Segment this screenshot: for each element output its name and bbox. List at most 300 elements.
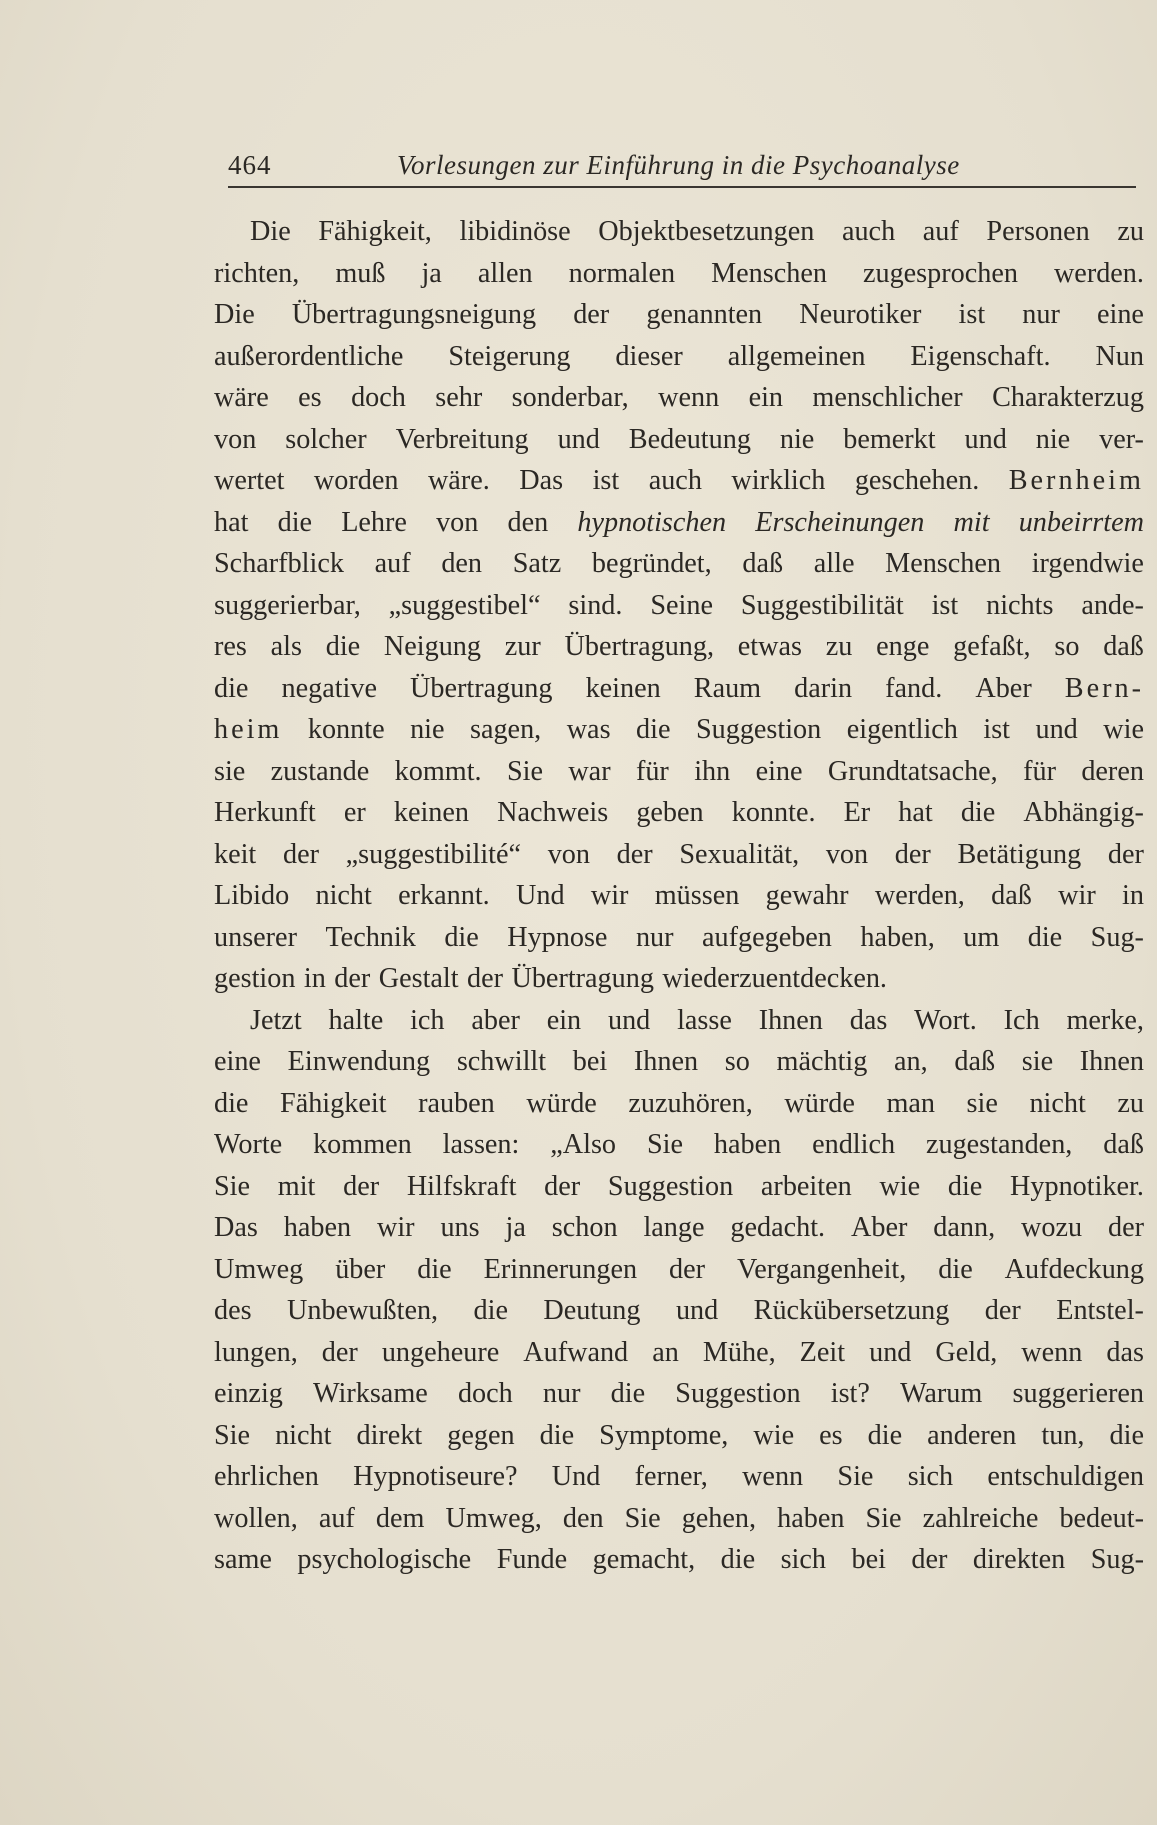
word: wie — [753, 1419, 795, 1451]
word: er — [343, 797, 366, 828]
word: wenn — [742, 1461, 804, 1492]
word: Steigerung — [448, 340, 571, 372]
word: an, — [894, 1046, 928, 1077]
word: merke, — [1066, 1004, 1144, 1036]
word: Das — [519, 465, 564, 496]
word: in — [303, 963, 326, 994]
word: Fähigkeit, — [318, 216, 432, 247]
word: sie — [966, 1087, 998, 1119]
word: auch — [841, 216, 896, 247]
word: gegen — [447, 1419, 515, 1451]
word: wie — [879, 1170, 921, 1202]
word: die — [1109, 1419, 1144, 1451]
word: kommt. — [394, 755, 482, 787]
word: normalen — [568, 257, 676, 289]
word: erkannt. — [398, 880, 490, 911]
word: wir — [1058, 880, 1096, 911]
word: Bern- — [1064, 672, 1144, 704]
word: von — [825, 838, 869, 870]
word: so — [724, 1046, 750, 1077]
word: die — [947, 1170, 983, 1202]
word: war — [568, 755, 611, 787]
word: nicht — [275, 1419, 332, 1451]
word: Eigenschaft. — [910, 340, 1051, 372]
word: lange — [643, 1212, 705, 1243]
word: keit — [214, 838, 257, 870]
word: psychologische — [297, 1544, 472, 1575]
word: wertet — [214, 465, 285, 496]
text-line — [214, 792, 1144, 834]
word: und — [964, 423, 1007, 455]
word: Entstel- — [1056, 1295, 1144, 1326]
word: die — [867, 1419, 903, 1451]
word: der — [282, 838, 319, 870]
word: Sexualität, — [679, 838, 800, 870]
word: gemacht, — [592, 1544, 696, 1575]
word: Aber — [851, 1212, 908, 1243]
word: wiederzuentdecken. — [662, 963, 887, 994]
word: ihn — [694, 755, 731, 787]
text-line — [214, 336, 1144, 378]
word: die — [473, 1295, 508, 1326]
word: mächtig — [776, 1046, 868, 1077]
word: die — [938, 1253, 973, 1285]
word: Raum — [693, 672, 762, 704]
word: ehrlichen — [214, 1461, 319, 1492]
word: der — [616, 838, 653, 870]
text-line — [214, 1498, 1144, 1540]
word: Geld, — [935, 1336, 998, 1368]
word: was — [566, 714, 611, 745]
word: Aber — [975, 672, 1032, 704]
word: res — [214, 631, 247, 662]
word: Sug- — [1090, 921, 1144, 953]
word: wozu — [1021, 1212, 1083, 1243]
word: keinen — [393, 797, 469, 828]
word: haben — [777, 1502, 845, 1534]
word: alle — [813, 548, 855, 579]
word: daß — [954, 1046, 996, 1077]
word: suggerierbar, — [214, 589, 361, 621]
word: zugesprochen — [862, 257, 1018, 289]
text-line — [214, 294, 1144, 336]
word: Lehre — [341, 506, 407, 538]
word: ist — [958, 299, 986, 330]
word: lassen: — [442, 1129, 520, 1160]
word: die — [417, 1253, 452, 1285]
text-line — [214, 1373, 1144, 1415]
word: aber — [471, 1004, 520, 1036]
word: Satz — [512, 548, 562, 579]
word: Übertragungsneigung — [291, 299, 537, 330]
text-line — [214, 1539, 1144, 1581]
word: Technik — [325, 921, 416, 953]
word: ich — [410, 1004, 445, 1036]
word: Aufwand — [523, 1336, 629, 1368]
word: suggerieren — [1012, 1378, 1144, 1409]
word: irgendwie — [1031, 548, 1144, 579]
word: wäre — [214, 382, 269, 413]
text-line — [214, 1332, 1144, 1374]
word: gedacht. — [730, 1212, 826, 1243]
word: einzig — [214, 1378, 283, 1409]
word: der — [669, 1253, 706, 1285]
word: heim — [214, 714, 283, 745]
word: ja — [421, 257, 442, 289]
word: Charakterzug — [992, 382, 1144, 413]
word: worden — [313, 465, 399, 496]
word: eine — [1096, 299, 1144, 330]
word: Die — [250, 216, 291, 247]
word: daß — [991, 880, 1032, 911]
word: Die — [214, 299, 255, 330]
word: Neigung — [383, 631, 481, 662]
word: Funde — [496, 1544, 568, 1575]
word: der — [911, 1544, 948, 1575]
word: arbeiten — [760, 1170, 852, 1202]
word: ein — [748, 382, 784, 413]
word: und — [557, 423, 600, 455]
word: gestion — [214, 963, 296, 994]
word: sich — [780, 1544, 826, 1575]
word: konnte. — [731, 797, 816, 828]
word: die — [610, 1378, 646, 1409]
word: zur — [504, 631, 541, 662]
word: das — [849, 1004, 888, 1036]
word: Erinnerungen — [483, 1253, 638, 1285]
word: Umweg, — [445, 1502, 542, 1534]
word: die — [1027, 921, 1063, 953]
word: geschehen. — [854, 465, 980, 496]
word: die — [720, 1544, 756, 1575]
word: genannten — [646, 299, 763, 330]
word: Verbreitung — [395, 423, 529, 455]
word: Erscheinungen — [755, 506, 925, 538]
text-line — [214, 1000, 1144, 1042]
word: bei — [572, 1046, 608, 1077]
word: enge — [876, 631, 930, 662]
word: gehen, — [681, 1502, 757, 1534]
word: Seine — [650, 589, 713, 621]
word: der — [573, 299, 610, 330]
word: zu — [1117, 1087, 1144, 1119]
word: ande- — [1081, 589, 1144, 621]
word: uns — [440, 1212, 480, 1243]
word: von — [436, 506, 479, 538]
word: Rückübersetzung — [753, 1295, 950, 1326]
word: der — [894, 838, 931, 870]
word: wir — [376, 1212, 415, 1243]
word: dann, — [933, 1212, 996, 1243]
word: wenn — [1021, 1336, 1083, 1368]
word: die — [325, 631, 361, 662]
word: ungeheure — [381, 1336, 500, 1368]
word: von — [547, 838, 590, 870]
word: wirklich — [731, 465, 826, 496]
word: Wirksame — [313, 1378, 428, 1409]
word: auch — [648, 465, 702, 496]
word: ja — [505, 1212, 526, 1243]
word: gefaßt, — [953, 631, 1031, 662]
word: ist — [983, 714, 1010, 745]
word: ferner, — [634, 1461, 708, 1492]
word: über — [335, 1253, 386, 1285]
word: endlich — [812, 1129, 896, 1160]
word: deren — [1081, 755, 1144, 787]
word: Personen — [986, 216, 1090, 247]
word: anderen — [927, 1419, 1017, 1451]
running-title: Vorlesungen zur Einführung in die Psychoanalyse — [397, 150, 960, 180]
word: Suggestion — [675, 1378, 801, 1409]
text-line — [214, 253, 1144, 295]
word: würde — [784, 1087, 855, 1119]
word: Sie — [646, 1129, 683, 1160]
word: den — [562, 1502, 604, 1534]
word: ver- — [1099, 423, 1144, 455]
word: sehr — [435, 382, 483, 413]
word: wie — [1103, 714, 1144, 745]
word: solcher — [285, 423, 367, 455]
word: und — [1035, 714, 1078, 745]
word: Sie — [214, 1419, 251, 1451]
word: negative — [281, 672, 377, 704]
word: Mühe, — [702, 1336, 776, 1368]
word: Herkunft — [214, 797, 316, 828]
word: unbeirrtem — [1018, 506, 1144, 538]
word: eine — [214, 1046, 261, 1077]
word: der — [334, 963, 371, 994]
word: auf — [374, 548, 411, 579]
word: sie — [214, 755, 246, 787]
word: schon — [551, 1212, 618, 1243]
word: Nachweis — [497, 797, 609, 828]
word: etwas — [737, 631, 802, 662]
word: haben — [713, 1129, 782, 1160]
text-line — [214, 1207, 1144, 1249]
word: werden, — [874, 880, 965, 911]
word: Sie — [865, 1502, 902, 1534]
word: nicht — [315, 880, 372, 911]
word: „Also — [550, 1129, 617, 1160]
text-line — [214, 626, 1144, 668]
text-line — [214, 668, 1144, 710]
word: zahlreiche — [922, 1502, 1039, 1534]
word: Sie — [624, 1502, 661, 1534]
page-number: 464 — [228, 150, 272, 180]
word: Ich — [1003, 1004, 1040, 1036]
word: direkt — [356, 1419, 423, 1451]
word: der — [343, 1170, 380, 1202]
word: Vergangenheit, — [736, 1253, 907, 1285]
word: hat — [898, 797, 933, 828]
word: auf — [318, 1502, 355, 1534]
word: Und — [551, 1461, 601, 1492]
word: konnte — [307, 714, 385, 745]
word: schwillt — [456, 1046, 547, 1077]
word: haben — [283, 1212, 352, 1243]
text-line — [214, 1415, 1144, 1457]
word: tun, — [1041, 1419, 1085, 1451]
word: daß — [742, 548, 784, 579]
word: Ihnen — [633, 1046, 699, 1077]
word: entschuldigen — [987, 1461, 1144, 1492]
text-line — [214, 1249, 1144, 1291]
word: bei — [851, 1544, 886, 1575]
word: der — [321, 1336, 358, 1368]
word: Worte — [214, 1129, 283, 1160]
word: hypnotischen — [577, 506, 727, 538]
word: der — [1108, 1212, 1144, 1243]
word: kommen — [313, 1129, 412, 1160]
word: die — [444, 921, 479, 953]
word: nur — [1022, 299, 1060, 330]
text-line — [214, 1290, 1144, 1332]
text-line — [214, 875, 1144, 917]
word: Sie — [837, 1461, 874, 1492]
word: und — [869, 1336, 912, 1368]
word: Gestalt — [378, 963, 459, 994]
text-line — [214, 1041, 1144, 1083]
word: müssen — [654, 880, 740, 911]
word: sich — [907, 1461, 954, 1492]
word: ein — [546, 1004, 582, 1036]
word: nie — [1035, 423, 1071, 455]
word: Deutung — [543, 1295, 641, 1326]
word: Hilfskraft — [406, 1170, 517, 1202]
word: und — [675, 1295, 719, 1326]
word: keinen — [585, 672, 661, 704]
word: sagen, — [469, 714, 542, 745]
word: zu — [825, 631, 853, 662]
word: Suggestibilität — [740, 589, 904, 621]
word: zuzuhören, — [628, 1087, 753, 1119]
word: darin — [794, 672, 853, 704]
word: gewahr — [765, 880, 849, 911]
word: Aufdeckung — [1004, 1253, 1144, 1285]
word: wenn — [658, 382, 720, 413]
word: nichts — [986, 589, 1054, 621]
word: halte — [328, 1004, 384, 1036]
word: nur — [635, 921, 674, 953]
word: direkten — [972, 1544, 1066, 1575]
word: den — [441, 548, 483, 579]
word: doch — [457, 1378, 513, 1409]
word: Wort. — [914, 1004, 977, 1036]
word: das — [1106, 1336, 1144, 1368]
text-line — [214, 585, 1144, 627]
word: Neurotiker — [799, 299, 922, 330]
word: nie — [410, 714, 445, 745]
text-line — [214, 917, 1144, 959]
word: „suggestibilité“ — [345, 838, 522, 870]
text-line — [214, 751, 1144, 793]
word: Betätigung — [957, 838, 1082, 870]
word: wäre. — [427, 465, 490, 496]
word: Suggestion — [695, 714, 822, 745]
word: Jetzt — [250, 1004, 302, 1036]
word: werden. — [1053, 257, 1144, 289]
word: Sie — [214, 1170, 251, 1202]
word: geben — [636, 797, 704, 828]
word: Abhängig- — [1023, 797, 1144, 828]
word: der — [984, 1295, 1021, 1326]
word: für — [1023, 755, 1056, 787]
word: doch — [351, 382, 406, 413]
page-header — [228, 146, 1136, 188]
word: Einwendung — [287, 1046, 431, 1077]
text-line — [214, 211, 1144, 253]
word: der — [1107, 838, 1144, 870]
word: „suggestibel“ — [388, 589, 541, 621]
word: man — [886, 1087, 935, 1119]
word: bedeut- — [1059, 1502, 1144, 1534]
word: um — [963, 921, 1000, 953]
word: zu — [1117, 216, 1144, 247]
word: die — [214, 672, 249, 704]
word: die — [960, 797, 996, 828]
word: dieser — [615, 340, 683, 372]
word: libidinöse — [459, 216, 571, 247]
word: muß — [335, 257, 386, 289]
word: außerordentliche — [214, 340, 404, 372]
word: Sug- — [1090, 1544, 1144, 1575]
word: fand. — [885, 672, 943, 704]
word: sind. — [568, 589, 623, 621]
word: Bedeutung — [628, 423, 751, 455]
word: Übertragung — [410, 672, 553, 704]
word: die — [636, 714, 671, 745]
text-line — [214, 377, 1144, 419]
word: Libido — [214, 880, 290, 911]
word: Suggestion — [607, 1170, 734, 1202]
word: Hypnotiseure? — [353, 1461, 518, 1492]
word: lasse — [677, 1004, 732, 1036]
word: auf — [922, 216, 959, 247]
text-line — [214, 543, 1144, 585]
word: den — [507, 506, 549, 538]
word: Zeit — [799, 1336, 846, 1368]
word: zustande — [270, 755, 370, 787]
word: ist — [931, 589, 959, 621]
word: rauben — [418, 1087, 495, 1119]
text-line — [214, 709, 1144, 751]
word: dem — [375, 1502, 425, 1534]
word: es — [819, 1419, 843, 1451]
word: Objektbesetzungen — [598, 216, 815, 247]
word: Warum — [900, 1378, 983, 1409]
word: Übertragung, — [564, 631, 715, 662]
text-line — [214, 1083, 1144, 1125]
word: Grundtatsache, — [827, 755, 998, 787]
word: würde — [526, 1087, 597, 1119]
word: Sie — [506, 755, 543, 787]
word: nicht — [1029, 1087, 1086, 1119]
text-line — [214, 502, 1144, 544]
text-line — [214, 834, 1144, 876]
word: nur — [542, 1378, 581, 1409]
word: daß — [1103, 631, 1144, 662]
word: der — [544, 1170, 581, 1202]
word: eine — [755, 755, 803, 787]
word: es — [298, 382, 322, 413]
word: Übertragung — [511, 963, 654, 994]
word: sonderbar, — [511, 382, 629, 413]
text-line — [214, 1124, 1144, 1166]
word: die — [539, 1419, 575, 1451]
word: ist — [592, 465, 620, 496]
text-line — [214, 958, 1144, 1000]
word: lungen, — [214, 1336, 298, 1368]
